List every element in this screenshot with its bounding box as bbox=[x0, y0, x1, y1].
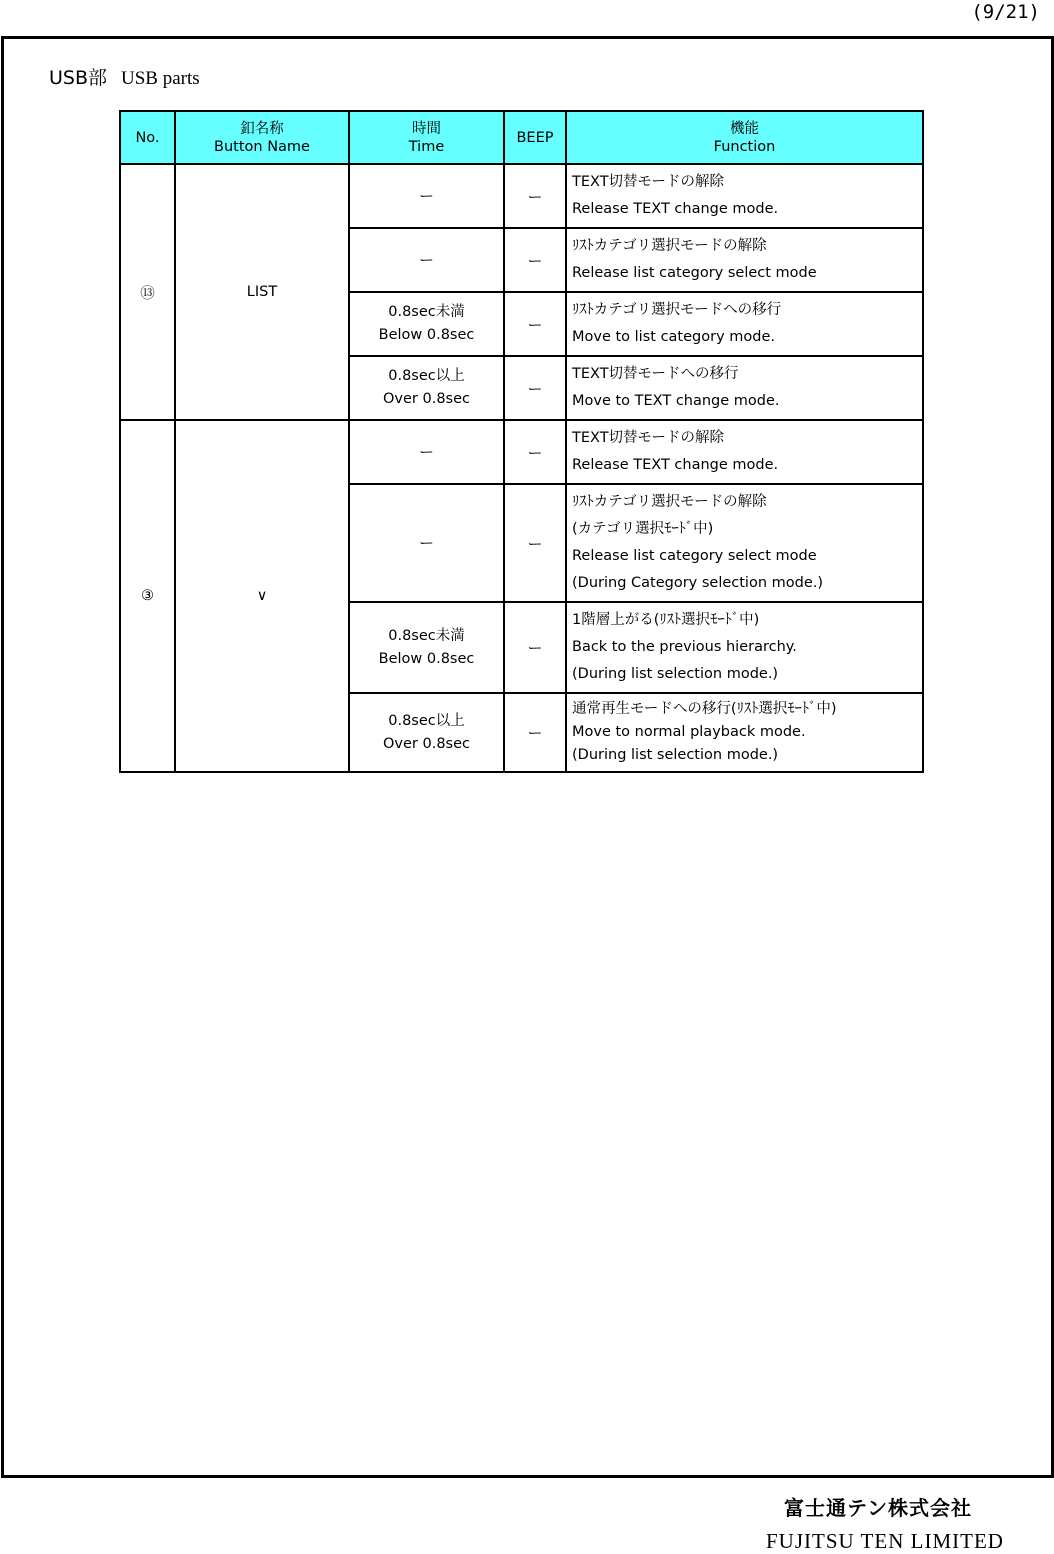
function-line: (During list selection mode.) bbox=[572, 747, 779, 763]
function-line: ﾘｽﾄカテゴリ選択モードへの移行 bbox=[572, 302, 782, 318]
function-cell bbox=[566, 484, 923, 602]
function-cell bbox=[566, 420, 923, 484]
row-number: ③ bbox=[120, 420, 175, 772]
function-line: Release TEXT change mode. bbox=[572, 457, 779, 473]
table-row bbox=[120, 164, 923, 228]
function-line: (During Category selection mode.) bbox=[572, 575, 824, 591]
button-name: ∨ bbox=[175, 420, 349, 772]
beep-cell: ー bbox=[504, 602, 566, 693]
beep-cell: ー bbox=[504, 292, 566, 356]
header-button-name-jp: 釦名称 bbox=[240, 120, 284, 137]
time-en: Over 0.8sec bbox=[383, 391, 470, 407]
beep-cell: ー bbox=[504, 356, 566, 420]
beep-cell: ー bbox=[504, 228, 566, 292]
time-cell bbox=[349, 602, 504, 693]
function-cell bbox=[566, 602, 923, 693]
company-name-en: FUJITSU TEN LIMITED bbox=[766, 1529, 1004, 1553]
function-line: TEXT切替モードの解除 bbox=[572, 430, 724, 446]
function-cell bbox=[566, 292, 923, 356]
function-cell bbox=[566, 228, 923, 292]
time-cell bbox=[349, 292, 504, 356]
page-number: (9/21) bbox=[971, 1, 1040, 23]
header-function-jp: 機能 bbox=[730, 120, 759, 137]
header-beep: BEEP bbox=[504, 111, 566, 164]
time-jp: 0.8sec未満 bbox=[388, 627, 465, 644]
table-header-row bbox=[120, 111, 923, 164]
time-cell bbox=[349, 693, 504, 772]
header-button-name-en: Button Name bbox=[214, 138, 310, 155]
beep-cell: ー bbox=[504, 164, 566, 228]
time-cell bbox=[349, 356, 504, 420]
section-title-en: USB parts bbox=[121, 68, 200, 89]
header-time-jp: 時間 bbox=[412, 120, 441, 137]
time-jp: 0.8sec以上 bbox=[388, 368, 465, 384]
button-function-table bbox=[119, 110, 924, 773]
function-line: (カテゴリ選択ﾓｰﾄﾞ中) bbox=[572, 521, 714, 537]
function-line: TEXT切替モードへの移行 bbox=[572, 366, 739, 382]
header-time-en: Time bbox=[408, 138, 445, 155]
row-number: ⑬ bbox=[120, 164, 175, 420]
function-line: (During list selection mode.) bbox=[572, 666, 779, 682]
function-line: Move to list category mode. bbox=[572, 329, 775, 345]
time-cell: ー bbox=[349, 164, 504, 228]
function-line: ﾘｽﾄカテゴリ選択モードの解除 bbox=[572, 494, 767, 510]
function-line: Release list category select mode bbox=[572, 265, 817, 281]
time-jp: 0.8sec以上 bbox=[388, 712, 465, 729]
function-cell bbox=[566, 164, 923, 228]
header-function-en: Function bbox=[713, 138, 776, 155]
header-button-name bbox=[175, 111, 349, 164]
function-cell bbox=[566, 693, 923, 772]
function-line: Release list category select mode bbox=[572, 548, 817, 564]
function-line: Move to normal playback mode. bbox=[572, 724, 806, 740]
time-en: Below 0.8sec bbox=[378, 650, 475, 667]
beep-cell: ー bbox=[504, 484, 566, 602]
function-line: Move to TEXT change mode. bbox=[572, 393, 780, 409]
function-line: 1階層上がる(ﾘｽﾄ選択ﾓｰﾄﾞ中) bbox=[572, 612, 760, 628]
function-line: TEXT切替モードの解除 bbox=[572, 174, 724, 190]
function-line: Back to the previous hierarchy. bbox=[572, 639, 797, 655]
function-cell bbox=[566, 356, 923, 420]
table-row bbox=[120, 420, 923, 484]
function-line: Release TEXT change mode. bbox=[572, 201, 779, 217]
section-title-jp: USB部 bbox=[49, 67, 108, 89]
function-line: ﾘｽﾄカテゴリ選択モードの解除 bbox=[572, 238, 767, 254]
button-name: LIST bbox=[175, 164, 349, 420]
function-line: 通常再生モードへの移行(ﾘｽﾄ選択ﾓｰﾄﾞ中) bbox=[572, 701, 837, 717]
time-en: Below 0.8sec bbox=[378, 327, 475, 343]
header-time bbox=[349, 111, 504, 164]
time-en: Over 0.8sec bbox=[383, 735, 470, 752]
time-cell: ー bbox=[349, 228, 504, 292]
company-name-jp: 富士通テン株式会社 bbox=[784, 1496, 972, 1520]
header-no: No. bbox=[120, 111, 175, 164]
beep-cell: ー bbox=[504, 420, 566, 484]
time-cell: ー bbox=[349, 420, 504, 484]
time-jp: 0.8sec未満 bbox=[388, 304, 465, 320]
header-function bbox=[566, 111, 923, 164]
section-title bbox=[49, 64, 200, 92]
time-cell: ー bbox=[349, 484, 504, 602]
beep-cell: ー bbox=[504, 693, 566, 772]
